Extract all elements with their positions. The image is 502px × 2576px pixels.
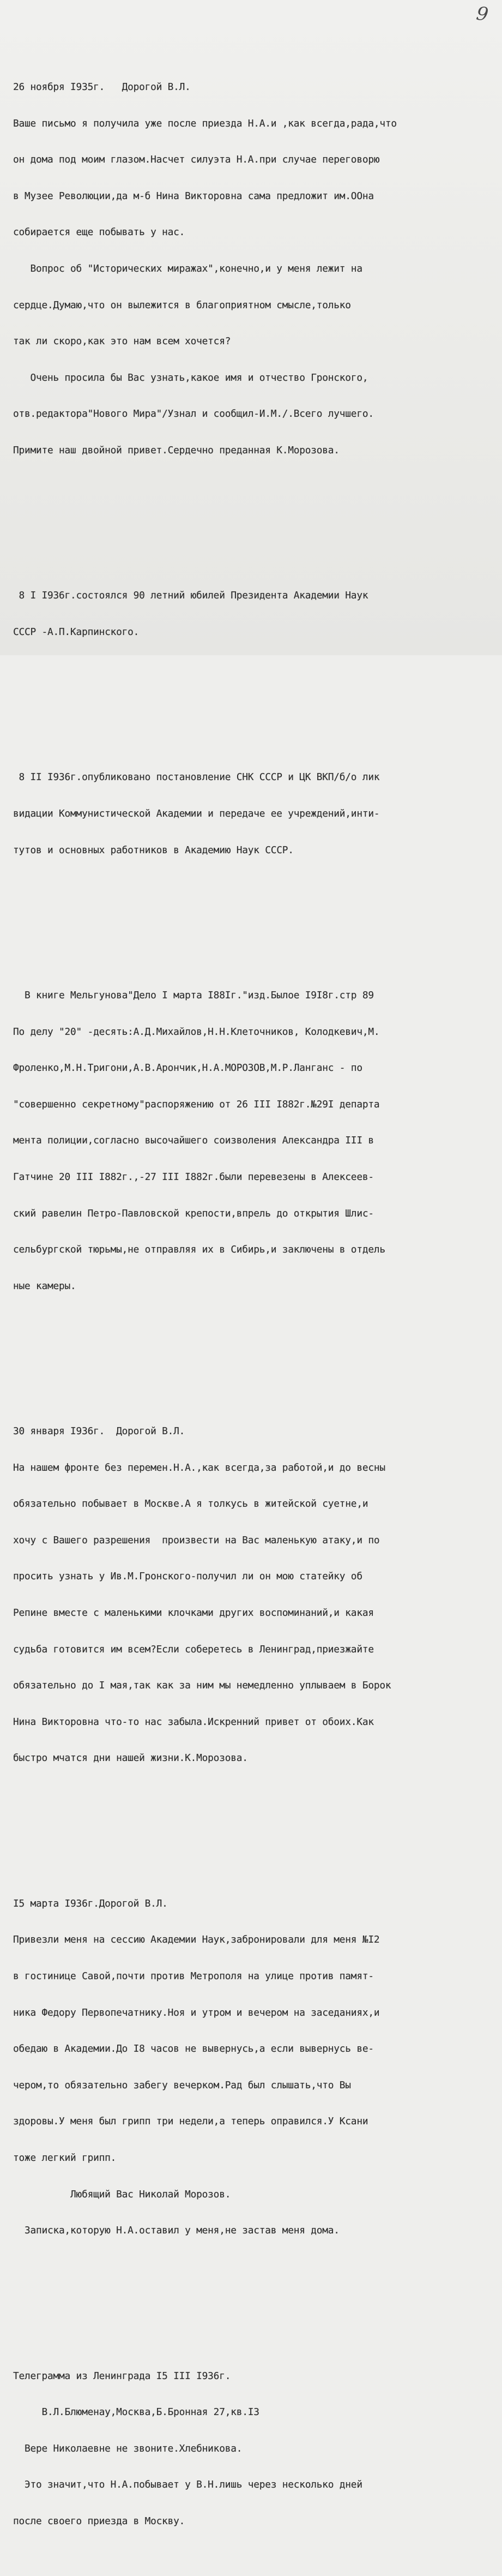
- text-line: Записка,которую Н.А.оставил у меня,не застав меня дома.: [13, 2225, 340, 2237]
- text-line: видации Коммунистической Академии и передаче ее учреждений,инти-: [13, 807, 380, 819]
- text-line: отв.редактора"Нового Мира"/Узнал и сообщил-И.М./.Всего лучшего.: [13, 408, 374, 420]
- page-number: 9: [475, 2, 490, 26]
- text-line: сельбургской тюрьмы,не отправляя их в Сибирь,и заключены в отдель: [13, 1244, 385, 1256]
- text-line: Вопрос об "Исторических миражах",конечно,и у меня лежит на: [13, 262, 362, 274]
- text-line: Телеграмма из Ленинграда I5 III I936г.: [13, 2370, 231, 2382]
- text-line: ский равелин Петро-Павловской крепости,впрель до открытия Шлис-: [13, 1207, 374, 1219]
- paragraph-gap: [13, 1813, 498, 1825]
- text-line: Гатчине 20 III I882г.,-27 III I882г.были перевезены в Алексеев-: [13, 1171, 374, 1183]
- text-line: хочу с Вашего разрешения произвести на Вас маленькую атаку,и по: [13, 1534, 380, 1546]
- text-line: Очень просила бы Вас узнать,какое имя и отчество Гронского,: [13, 372, 368, 384]
- text-line: ные камеры.: [13, 1280, 76, 1292]
- note-karpinsky-jubilee: [13, 566, 498, 663]
- text-line: Вере Николаевне не звоните.Хлебникова.: [13, 2442, 243, 2454]
- text-line: Нина Викторовна что-то нас забыла.Искренний привет от обоих.Как: [13, 1716, 374, 1728]
- text-line: сердце.Думаю,что он вылежится в благоприятном смысле,только: [13, 299, 351, 311]
- text-line: ника Федору Первопечатнику.Ноя и утром и вечером на заседаниях,и: [13, 2006, 380, 2018]
- letter-26-nov-1935: [13, 57, 498, 481]
- text-line: Фроленко,М.Н.Тригони,А.В.Арончик,Н.А.МОРОЗОВ,М.Р.Ланганс - по: [13, 1062, 362, 1074]
- text-line: он дома под моим глазом.Насчет силуэта Н.А.при случае переговорю: [13, 154, 380, 166]
- text-line: обязательно побывает в Москве.А я толкусь в житейской суетне,и: [13, 1498, 368, 1510]
- text-line: "совершенно секретному"распоряжению от 26 III I882г.№29I департа: [13, 1098, 380, 1110]
- letter-30-jan-1936: [13, 1401, 498, 1789]
- letter-15-mar-1936: [13, 1873, 498, 2261]
- text-line: после своего приезда в Москву.: [13, 2515, 185, 2527]
- text-line: СССР -А.П.Карпинского.: [13, 626, 140, 638]
- text-line: 8 I I936г.состоялся 90 летний юбилей Президента Академии Наук: [13, 590, 368, 602]
- text-line: I5 марта I936г.Дорогой В.Л.: [13, 1897, 168, 1909]
- text-line: судьба готовится им всем?Если соберетесь в Ленинград,приезжайте: [13, 1643, 374, 1655]
- paragraph-gap: [13, 1341, 498, 1353]
- text-line: По делу "20" -десять:А.Д.Михайлов,Н.Н.Клеточников, Колодкевич,М.: [13, 1026, 380, 1038]
- text-line: Любящий Вас Николай Морозов.: [13, 2188, 231, 2200]
- text-line: быстро мчатся дни нашей жизни.К.Морозова.: [13, 1752, 248, 1764]
- text-line: 26 ноября I935г. Дорогой В.Л.: [13, 81, 191, 93]
- paragraph-gap: [13, 505, 498, 517]
- text-line: Это значит,что Н.А.побывает у В.Н.лишь через несколько дней: [13, 2479, 362, 2491]
- text-line: тоже легкий грипп.: [13, 2152, 117, 2164]
- text-line: обязательно до I мая,так как за ним мы немедленно уплываем в Борок: [13, 1680, 391, 1692]
- paragraph-gap: [13, 905, 498, 917]
- telegram-15-mar-1936: [13, 2346, 498, 2551]
- text-line: так ли скоро,как это нам всем хочется?: [13, 336, 231, 348]
- note-melgunov-book: [13, 966, 498, 1317]
- text-line: Ваше письмо я получила уже после приезда Н.А.и ,как всегда,рада,что: [13, 117, 397, 129]
- text-line: На нашем фронте без перемен.Н.А.,как всегда,за работой,и до весны: [13, 1461, 385, 1473]
- text-line: обедаю в Академии.До I8 часов не вывернусь,а если вывернусь ве-: [13, 2043, 374, 2055]
- paragraph-gap: [13, 2285, 498, 2297]
- paragraph-gap: [13, 687, 498, 699]
- text-line: собирается еще побывать у нас.: [13, 226, 185, 238]
- text-line: в Музее Революции,да м-б Нина Викторовна сама предложит им.ООна: [13, 190, 374, 202]
- text-line: мента полиции,согласно высочайшего соизволения Александра III в: [13, 1135, 374, 1147]
- text-line: Репине вместе с маленькими клочками других воспоминаний,и какая: [13, 1607, 374, 1619]
- text-line: тутов и основных работников в Академию Наук СССР.: [13, 844, 294, 856]
- text-line: В.Л.Блюменау,Москва,Б.Бронная 27,кв.I3: [13, 2406, 259, 2418]
- text-line: 30 января I936г. Дорогой В.Л.: [13, 1425, 185, 1437]
- text-line: просить узнать у Ив.М.Гронского-получил ли он мою статейку об: [13, 1571, 362, 1583]
- text-line: Примите наш двойной привет.Сердечно преданная К.Морозова.: [13, 444, 340, 456]
- text-line: в гостинице Савой,почти против Метрополя на улице против памят-: [13, 1970, 374, 1982]
- text-line: В книге Мельгунова"Дело I марта I88Iг."изд.Былое I9I8г.стр 89: [13, 989, 374, 1001]
- note-communist-academy: [13, 747, 498, 880]
- text-line: Привезли меня на сессию Академии Наук,забронировали для меня №I2: [13, 1934, 380, 1946]
- text-line: чером,то обязательно забегу вечерком.Рад был слышать,что Вы: [13, 2079, 351, 2091]
- text-line: 8 II I936г.опубликовано постановление СНК СССР и ЦК ВКП/б/о лик: [13, 771, 380, 783]
- typed-text-body: [13, 21, 498, 2576]
- text-line: здоровы.У меня был грипп три недели,а теперь оправился.У Ксани: [13, 2116, 368, 2128]
